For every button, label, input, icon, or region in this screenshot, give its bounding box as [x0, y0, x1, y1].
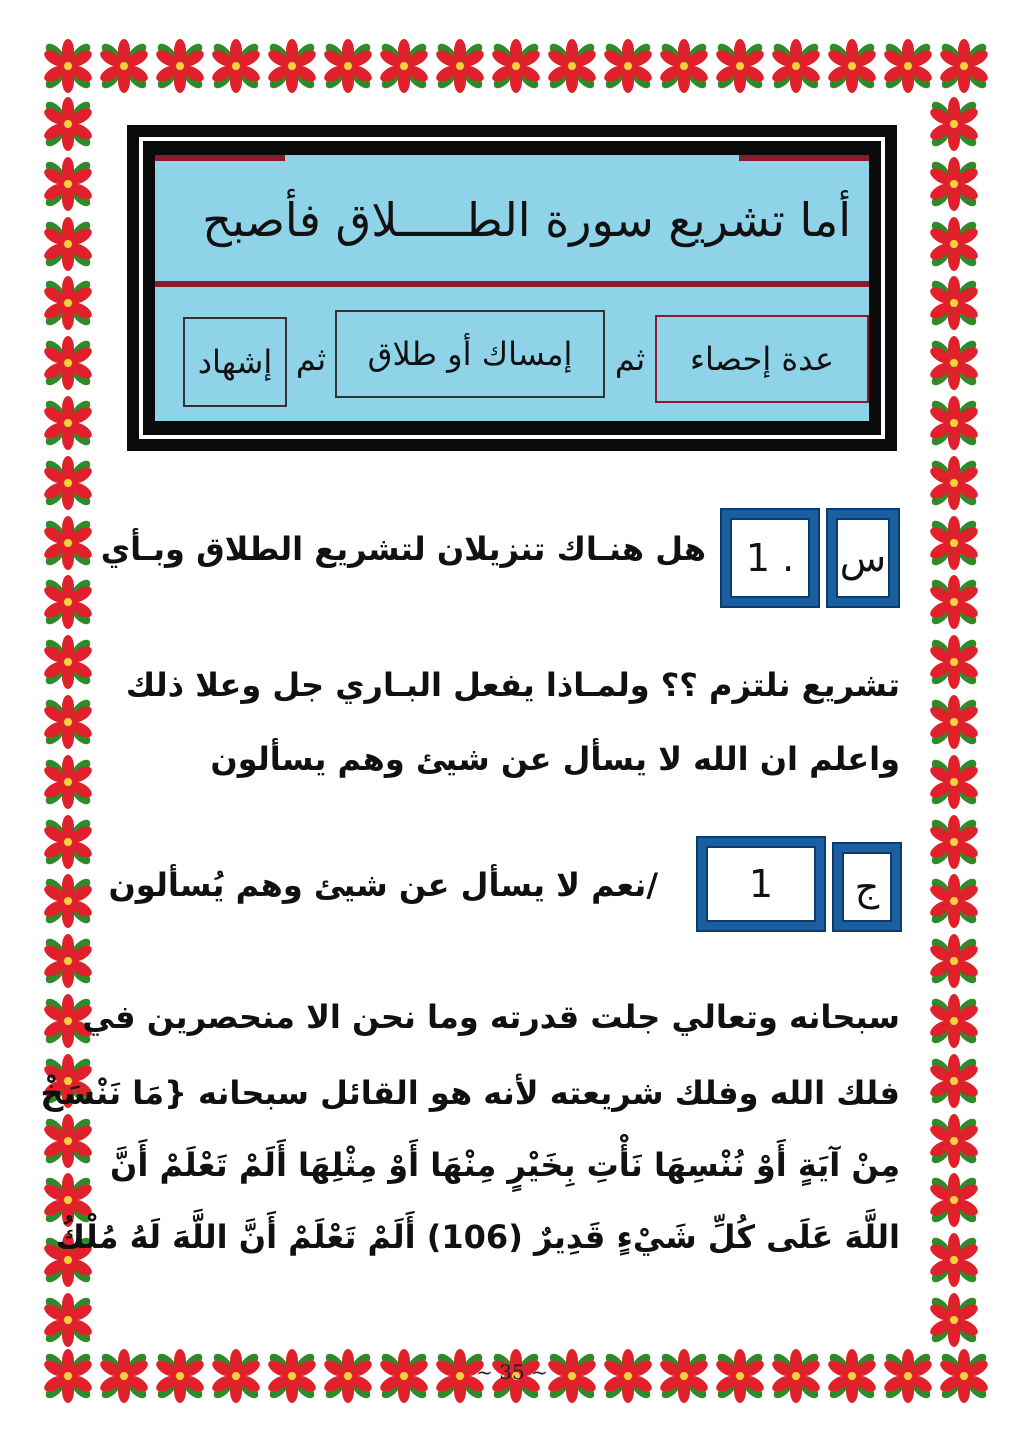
poinsettia-icon: [40, 1113, 96, 1169]
poinsettia-icon: [926, 574, 982, 630]
poinsettia-icon: [40, 754, 96, 810]
segment-then: ثم: [614, 340, 646, 378]
title-panel: [155, 155, 869, 421]
answer-letter-label: [832, 842, 902, 932]
poinsettia-icon: [926, 515, 982, 571]
title-accent-bar: [155, 155, 285, 161]
question-letter: س: [836, 518, 890, 598]
poinsettia-icon: [376, 38, 432, 94]
answer-letter: ج: [842, 852, 892, 922]
title-heading: أما تشريع سورة الطـــــلاق فأصبح: [202, 193, 851, 247]
segment-witnessing: إشهاد: [183, 317, 287, 407]
question-letter-label: [826, 508, 900, 608]
poinsettia-icon: [40, 634, 96, 690]
poinsettia-icon: [40, 96, 96, 152]
poinsettia-icon: [40, 873, 96, 929]
poinsettia-icon: [40, 933, 96, 989]
poinsettia-icon: [40, 216, 96, 272]
poinsettia-icon: [926, 754, 982, 810]
poinsettia-icon: [264, 38, 320, 94]
answer-line: فلك الله وفلك شريعته لأنه هو القائل سبحانه {مَا نَنْسَخْ: [40, 1074, 900, 1112]
poinsettia-icon: [926, 216, 982, 272]
poinsettia-icon: [926, 455, 982, 511]
border-right: [926, 96, 984, 1348]
poinsettia-icon: [926, 993, 982, 1049]
poinsettia-icon: [656, 38, 712, 94]
poinsettia-icon: [926, 1292, 982, 1348]
poinsettia-icon: [40, 694, 96, 750]
poinsettia-icon: [926, 694, 982, 750]
answer-line: مِنْ آيَةٍ أَوْ نُنْسِهَا نَأْتِ بِخَيْرٍ مِنْهَا أَوْ مِثْلِهَا أَلَمْ تَعْلَمْ أَنَّ: [110, 1146, 900, 1184]
answer-line: /نعم لا يسأل عن شيئ وهم يُسألون: [108, 866, 658, 904]
poinsettia-icon: [926, 634, 982, 690]
question-line: واعلم ان الله لا يسأل عن شيئ وهم يسألون: [210, 740, 900, 778]
question-number: 1 .: [730, 518, 810, 598]
poinsettia-icon: [40, 1292, 96, 1348]
title-accent-bar: [739, 155, 869, 161]
poinsettia-icon: [880, 38, 936, 94]
border-left: [40, 96, 98, 1348]
poinsettia-icon: [320, 38, 376, 94]
answer-number-label: [696, 836, 826, 932]
poinsettia-icon: [40, 455, 96, 511]
question-line: تشريع نلتزم ؟؟ ولمـاذا يفعل البـاري جل وعلا ذلك: [125, 666, 900, 704]
poinsettia-icon: [208, 38, 264, 94]
poinsettia-icon: [40, 156, 96, 212]
poinsettia-icon: [926, 1172, 982, 1228]
segment-hold-or-divorce: إمساك أو طلاق: [335, 310, 605, 398]
answer-number: 1: [706, 846, 816, 922]
answer-line: سبحانه وتعالي جلت قدرته وما نحن الا منحصرين في: [82, 998, 900, 1036]
poinsettia-icon: [712, 38, 768, 94]
poinsettia-icon: [926, 96, 982, 152]
poinsettia-icon: [926, 156, 982, 212]
question-number-label: [720, 508, 820, 608]
title-underline: [155, 281, 869, 287]
question-line: هل هنـاك تنزيلان لتشريع الطلاق وبـأي: [100, 530, 706, 568]
poinsettia-icon: [926, 1053, 982, 1109]
poinsettia-icon: [926, 335, 982, 391]
poinsettia-icon: [40, 814, 96, 870]
segment-iddah: عدة إحصاء: [655, 315, 869, 403]
poinsettia-icon: [40, 574, 96, 630]
poinsettia-icon: [40, 515, 96, 571]
segment-then: ثم: [295, 340, 327, 378]
poinsettia-icon: [432, 38, 488, 94]
poinsettia-icon: [544, 38, 600, 94]
poinsettia-icon: [926, 1113, 982, 1169]
poinsettia-icon: [488, 38, 544, 94]
poinsettia-icon: [40, 275, 96, 331]
title-frame: [127, 125, 897, 451]
poinsettia-icon: [40, 335, 96, 391]
poinsettia-icon: [96, 38, 152, 94]
poinsettia-icon: [40, 395, 96, 451]
poinsettia-icon: [926, 933, 982, 989]
page-number: ~ 35 ~: [476, 1360, 548, 1384]
poinsettia-icon: [926, 1232, 982, 1288]
answer-line: اللَّهَ عَلَى كُلِّ شَيْءٍ قَدِيرٌ (106) أَلَمْ تَعْلَمْ أَنَّ اللَّهَ لَهُ مُلْكُ: [55, 1218, 900, 1256]
poinsettia-icon: [926, 814, 982, 870]
poinsettia-icon: [936, 38, 992, 94]
border-top: [40, 38, 984, 96]
poinsettia-icon: [824, 38, 880, 94]
poinsettia-icon: [926, 395, 982, 451]
poinsettia-icon: [40, 38, 96, 94]
poinsettia-icon: [926, 275, 982, 331]
poinsettia-icon: [926, 873, 982, 929]
poinsettia-icon: [600, 38, 656, 94]
poinsettia-icon: [152, 38, 208, 94]
poinsettia-icon: [768, 38, 824, 94]
